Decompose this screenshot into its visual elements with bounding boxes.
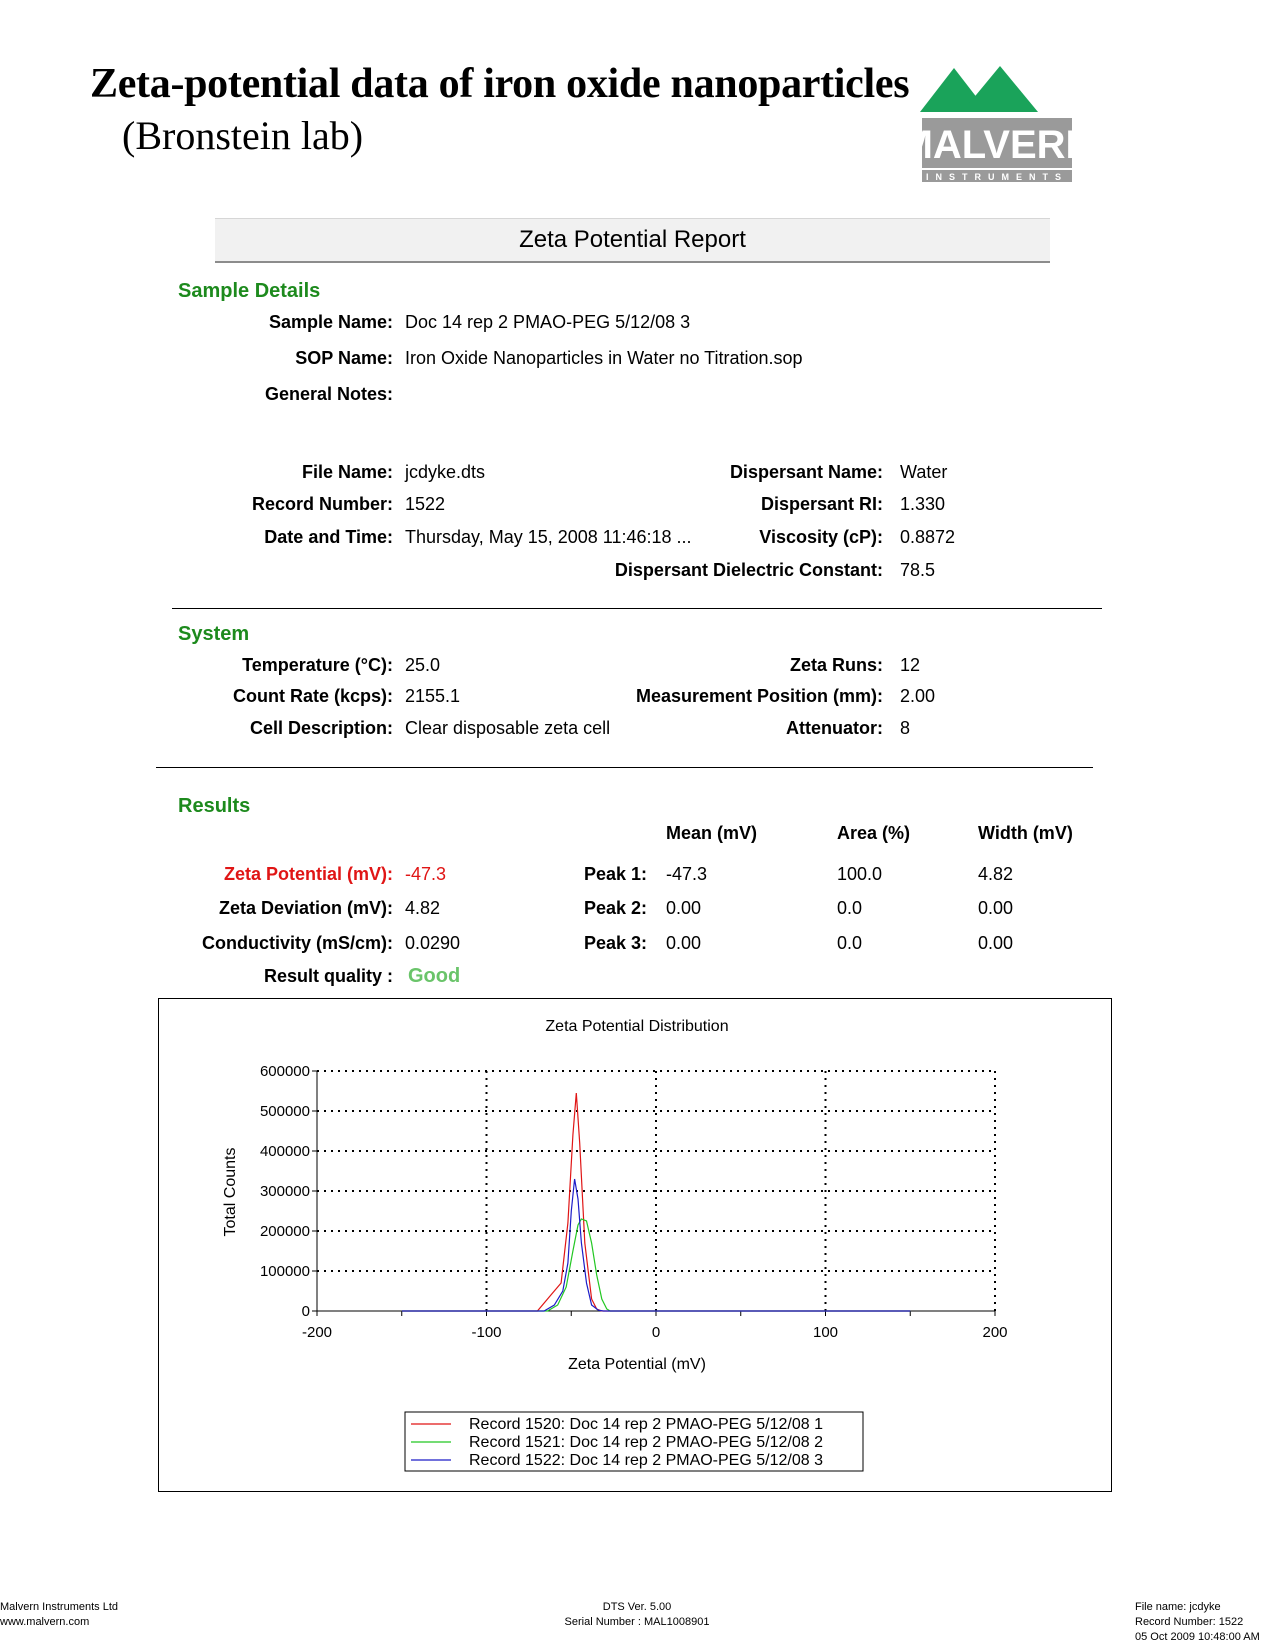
x-tick-label: 100 (812, 1324, 839, 1341)
footer-date: 05 Oct 2009 10:48:00 AM (1135, 1631, 1260, 1643)
chart-legend (405, 1412, 863, 1471)
sample-name-label: Sample Name: (268, 312, 393, 332)
peak-2-mean: 0.00 (666, 898, 702, 918)
legend-entry-2: Record 1521: Doc 14 rep 2 PMAO-PEG 5/12/08 2 (469, 1434, 823, 1451)
sample-name-value: Doc 14 rep 2 PMAO-PEG 5/12/08 3 (405, 312, 691, 332)
dielectric-label: Dispersant Dielectric Constant: (614, 560, 883, 580)
width-column-header: Width (mV) (978, 823, 1073, 843)
system-heading: System (178, 623, 250, 645)
date-time-value: Thursday, May 15, 2008 11:46:18 ... (405, 527, 692, 547)
general-notes-label: General Notes: (264, 384, 393, 404)
results-heading: Results (178, 795, 251, 817)
zeta-potential-label: Zeta Potential (mV): (223, 864, 393, 884)
peak-3-mean: 0.00 (666, 933, 702, 953)
page-subtitle: (Bronstein lab) (122, 113, 364, 158)
cell-description-value: Clear disposable zeta cell (405, 718, 611, 738)
footer-version: DTS Ver. 5.00 (602, 1601, 672, 1613)
footer-serial: Serial Number : MAL1008901 (564, 1616, 710, 1628)
peak-3-area: 0.0 (837, 933, 863, 953)
zeta-deviation-value: 4.82 (405, 898, 441, 918)
file-name-label: File Name: (301, 462, 393, 482)
x-tick-label: 0 (651, 1324, 661, 1341)
y-tick-label: 500000 (259, 1103, 310, 1120)
legend-entry-3: Record 1522: Doc 14 rep 2 PMAO-PEG 5/12/08 3 (469, 1452, 823, 1469)
area-column-header: Area (%) (837, 823, 911, 843)
attenuator-label: Attenuator: (786, 718, 883, 738)
y-tick-label: 600000 (259, 1063, 310, 1080)
zeta-runs-value: 12 (900, 655, 921, 675)
y-tick-label: 0 (301, 1303, 310, 1320)
footer-left (0, 1600, 118, 1630)
chart-title: Zeta Potential Distribution (545, 1018, 729, 1035)
dispersant-ri-label: Dispersant RI: (760, 494, 883, 514)
footer-company: Malvern Instruments Ltd (0, 1601, 118, 1613)
conductivity-value: 0.0290 (405, 933, 461, 953)
zeta-distribution-chart (158, 998, 1112, 1492)
zeta-runs-label: Zeta Runs: (789, 655, 883, 675)
file-name-value: jcdyke.dts (405, 462, 486, 482)
chart-svg (159, 999, 1111, 1491)
zeta-potential-value: -47.3 (405, 864, 447, 884)
y-axis-label: Total Counts (222, 1147, 239, 1237)
temperature-value: 25.0 (405, 655, 441, 675)
divider (172, 608, 1102, 609)
divider (156, 767, 1093, 768)
sop-name-value: Iron Oxide Nanoparticles in Water no Titration.sop (405, 348, 803, 368)
peak-1-area: 100.0 (837, 864, 883, 884)
peak-3-width: 0.00 (978, 933, 1014, 953)
footer-right (1135, 1600, 1260, 1645)
record-number-value: 1522 (405, 494, 446, 514)
viscosity-value: 0.8872 (900, 527, 956, 547)
dispersant-name-value: Water (900, 462, 948, 482)
logo-name-text: MALVERN (899, 123, 1095, 167)
attenuator-value: 8 (900, 718, 911, 738)
sop-name-label: SOP Name: (295, 348, 393, 368)
dispersant-name-label: Dispersant Name: (729, 462, 883, 482)
y-tick-label: 400000 (259, 1143, 310, 1160)
dispersant-ri-value: 1.330 (900, 494, 946, 514)
y-tick-label: 200000 (259, 1223, 310, 1240)
x-tick-label: -200 (301, 1324, 333, 1341)
footer-center (552, 1600, 722, 1630)
peak-1-width: 4.82 (978, 864, 1014, 884)
x-tick-label: -100 (471, 1324, 502, 1341)
record-number-label: Record Number: (251, 494, 393, 514)
peak-1-mean: -47.3 (666, 864, 708, 884)
viscosity-label: Viscosity (cP): (759, 527, 883, 547)
peak-2-width: 0.00 (978, 898, 1014, 918)
count-rate-label: Count Rate (kcps): (232, 686, 393, 706)
zeta-deviation-label: Zeta Deviation (mV): (218, 898, 393, 918)
cell-description-label: Cell Description: (249, 718, 393, 738)
report-title-bar: Zeta Potential Report (215, 218, 1050, 263)
malvern-logo (899, 64, 1120, 184)
series-line-1 (402, 1093, 911, 1311)
dielectric-value: 78.5 (900, 560, 936, 580)
date-time-label: Date and Time: (264, 527, 393, 547)
conductivity-label: Conductivity (mS/cm): (201, 933, 393, 953)
mean-column-header: Mean (mV) (666, 823, 758, 843)
result-quality-label: Result quality : (263, 966, 393, 986)
result-quality-value: Good (408, 965, 461, 987)
legend-entry-1: Record 1520: Doc 14 rep 2 PMAO-PEG 5/12/08 1 (469, 1416, 823, 1433)
y-tick-label: 300000 (259, 1183, 310, 1200)
peak-3-label: Peak 3: (583, 933, 647, 953)
peak-2-label: Peak 2: (583, 898, 647, 918)
x-axis-label: Zeta Potential (mV) (568, 1356, 706, 1373)
footer-website: www.malvern.com (0, 1616, 90, 1628)
peak-2-area: 0.0 (837, 898, 863, 918)
temperature-label: Temperature (°C): (242, 655, 393, 675)
count-rate-value: 2155.1 (405, 686, 461, 706)
y-tick-label: 100000 (259, 1263, 310, 1280)
x-tick-label: 200 (982, 1324, 1008, 1341)
peak-1-label: Peak 1: (583, 864, 647, 884)
malvern-logo-icon (899, 64, 1120, 184)
footer-file-name: File name: jcdyke (1135, 1601, 1221, 1613)
page-title: Zeta-potential data of iron oxide nanoparticles (90, 61, 910, 107)
measurement-position-value: 2.00 (900, 686, 936, 706)
measurement-position-label: Measurement Position (mm): (635, 686, 883, 706)
logo-tagline-text: INSTRUMENTS (926, 172, 1068, 182)
footer-record-number: Record Number: 1522 (1135, 1616, 1244, 1628)
sample-details-heading: Sample Details (178, 280, 321, 302)
